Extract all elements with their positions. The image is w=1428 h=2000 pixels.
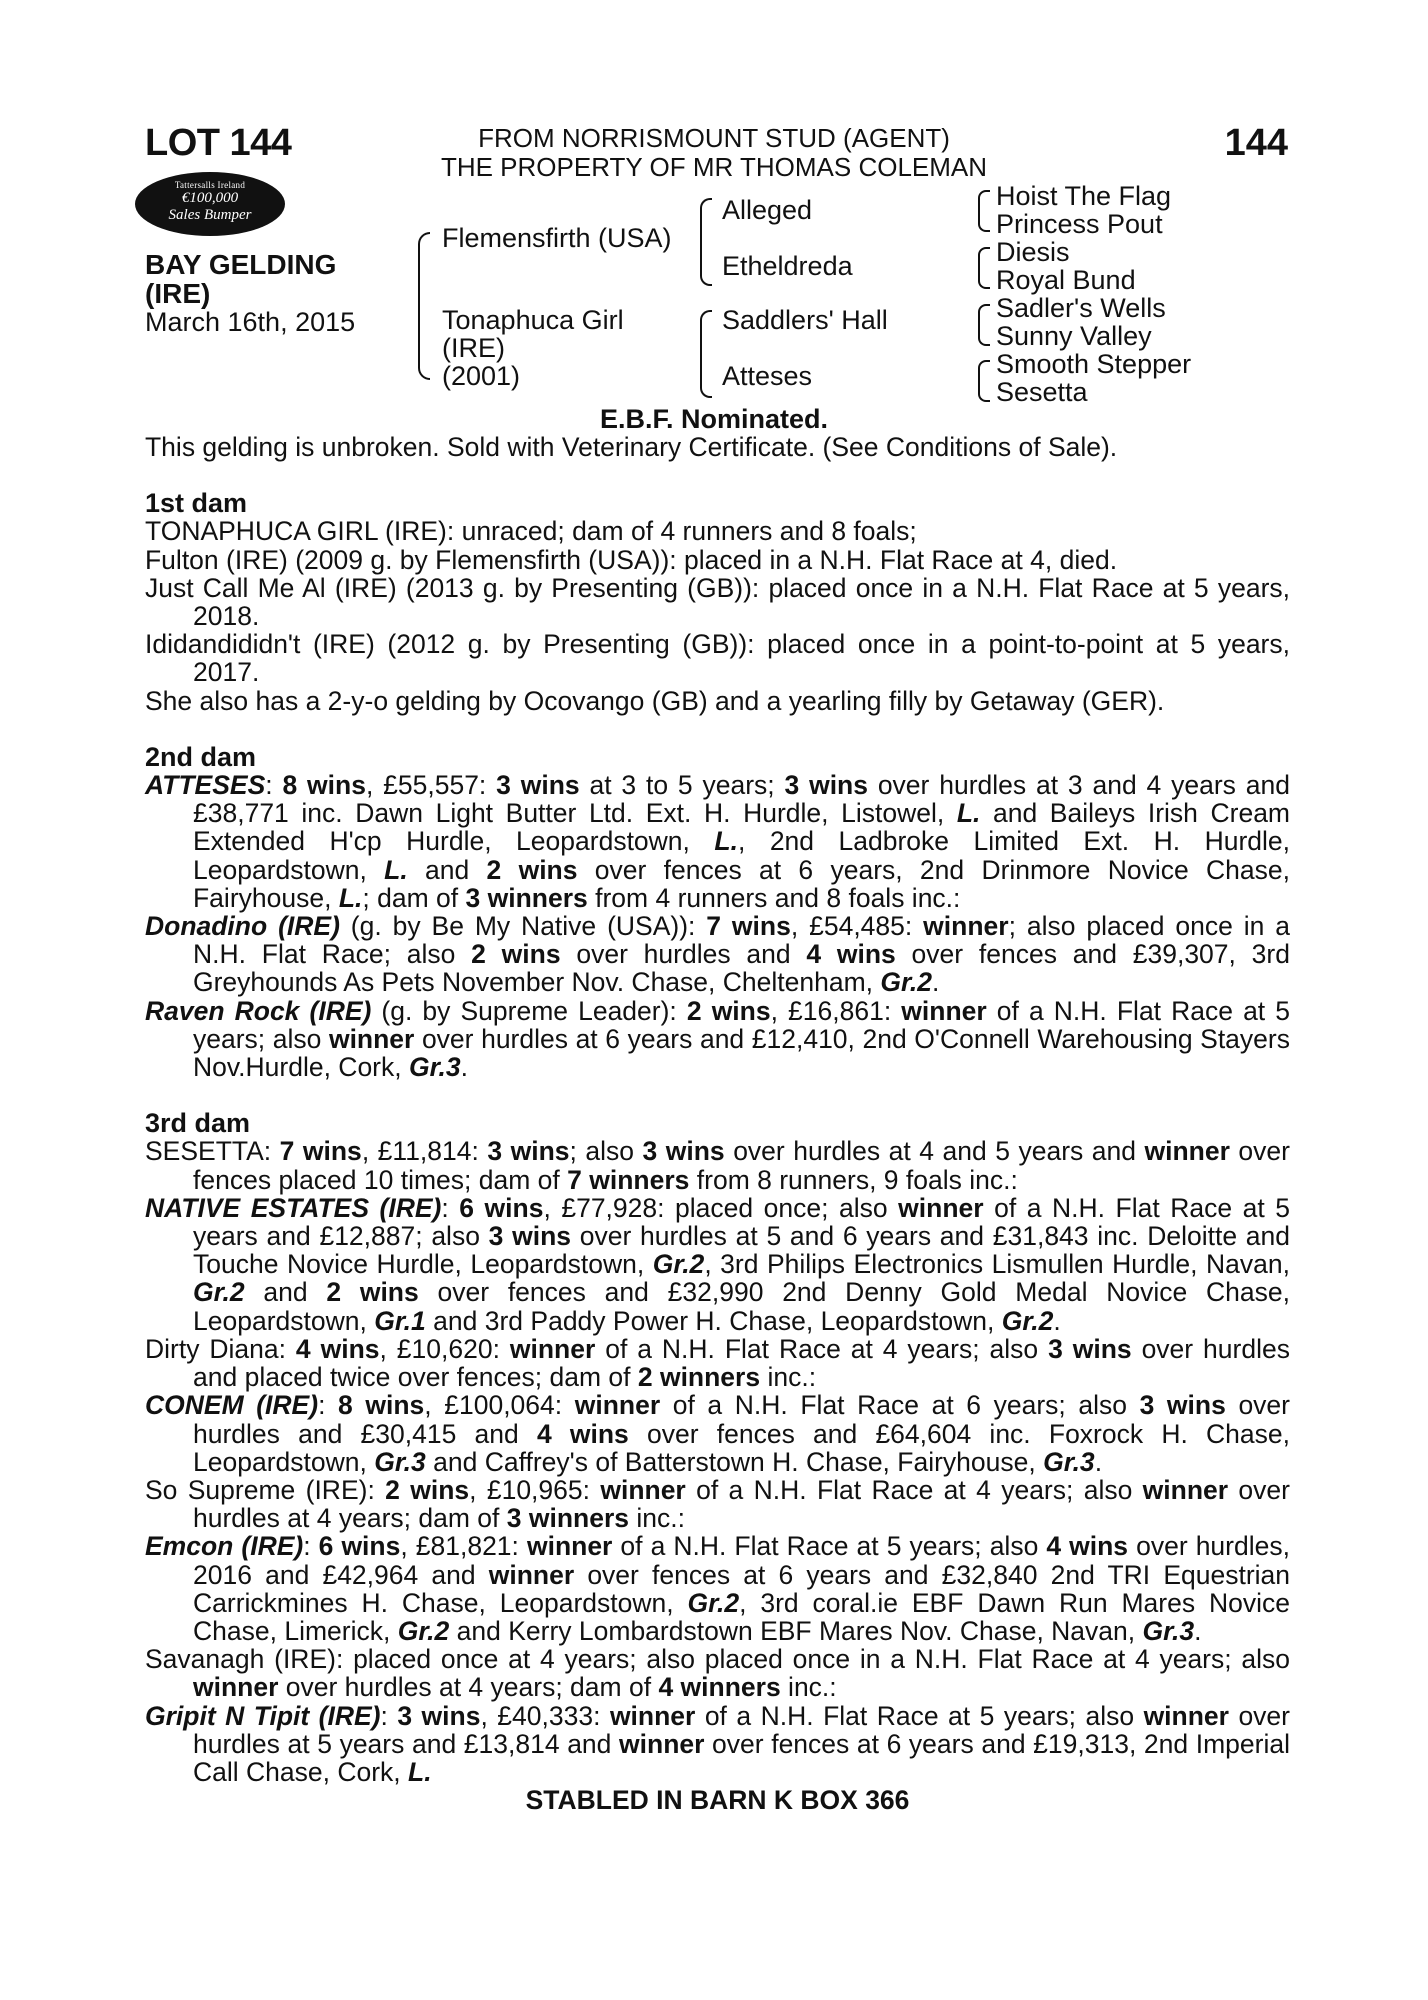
sire: Flemensfirth (USA) bbox=[442, 223, 672, 253]
gg-3: Diesis bbox=[996, 237, 1070, 267]
produce-entry: Emcon (IRE): 6 wins, £81,821: winner of a N.H. Flat Race at 5 years; also 4 wins over hurdles, 2016 and £42,964 and winner over fences at 6 years and £32,840 2nd TRI Equestrian Carrickmines H. Chase, Leopardstown, Gr.2, 3rd coral.ie EBF Dawn Run Mares Novice Chase, Limerick, Gr.2 and Kerry Lombardstown EBF Mares Nov. Chase, Navan, Gr.3. bbox=[145, 1531, 1291, 1646]
brace-4d bbox=[978, 360, 990, 402]
brace-main bbox=[418, 232, 430, 380]
produce-entry: Just Call Me Al (IRE) (2013 g. by Presenting (GB)): placed once in a N.H. Flat Race at 5 years, 2018. bbox=[145, 572, 1290, 632]
property-of: THE PROPERTY OF MR THOMAS COLEMAN bbox=[440, 152, 988, 182]
gg-1: Hoist The Flag bbox=[996, 181, 1172, 211]
produce-entry: Dirty Diana: 4 wins, £10,620: winner of a N.H. Flat Race at 4 years; also 3 wins over hurdles and placed twice over fences; dam of 2 winners inc.: bbox=[145, 1333, 1290, 1393]
second-dam-heading: 2nd dam bbox=[145, 741, 257, 772]
sire-dam: Etheldreda bbox=[722, 251, 853, 281]
produce-entry: CONEM (IRE): 8 wins, £100,064: winner of a N.H. Flat Race at 6 years; also 3 wins over hurdles and £30,415 and 4 wins over fences and £64,604 inc. Foxrock H. Chase, Leopardstown, Gr.3 and Caffrey's of Batterstown H. Chase, Fairyhouse, Gr.3. bbox=[145, 1390, 1290, 1477]
lot-number: 144 bbox=[1224, 122, 1288, 164]
foaling-date: March 16th, 2015 bbox=[145, 307, 356, 337]
badge-amount: €100,000 bbox=[181, 190, 239, 206]
third-dam-entry: SESETTA: 7 wins, £11,814: 3 wins; also 3 wins over hurdles at 4 and 5 years and winner over fences placed 10 times; dam of 7 winners from 8 runners, 9 foals inc.: bbox=[145, 1136, 1290, 1195]
brace-4c bbox=[978, 304, 990, 346]
consignor: FROM NORRISMOUNT STUD (AGENT) bbox=[478, 123, 950, 153]
produce-entry: So Supreme (IRE): 2 wins, £10,965: winner of a N.H. Flat Race at 4 years; also winner over hurdles at 4 years; dam of 3 winners inc.: bbox=[145, 1474, 1290, 1534]
produce-entry: NATIVE ESTATES (IRE): 6 wins, £77,928: placed once; also winner of a N.H. Flat Race at 5 years and £12,887; also 3 wins over hurdles at 5 and 6 years and £31,843 inc. Deloitte and Touche Novice Hurdle, Leopardstown, Gr.2, 3rd Philips Electronics Lismullen Hurdle, Navan, Gr.2 and 2 wins over fences and £32,990 2nd Denny Gold Medal Novice Chase, Leopardstown, Gr.1 and 3rd Paddy Power H. Chase, Leopardstown, Gr.2. bbox=[145, 1192, 1290, 1336]
second-dam-entry: ATTESES: 8 wins, £55,557: 3 wins at 3 to 5 years; 3 wins over hurdles at 3 and 4 years and £38,771 inc. Dawn Light Butter Ltd. Ext. H. Hurdle, Listowel, L. and Baileys Irish Cream Extended H'cp Hurdle, Leopardstown, L., 2nd Ladbroke Limited Ext. H. Hurdle, Leopardstown, L. and 2 wins over fences at 6 years, 2nd Drinmore Novice Chase, Fairyhouse, L.; dam of 3 winners from 4 runners and 8 foals inc.: bbox=[145, 770, 1291, 913]
brace-4a bbox=[978, 190, 990, 232]
third-dam-heading: 3rd dam bbox=[145, 1108, 251, 1139]
first-dam-heading: 1st dam bbox=[145, 488, 248, 519]
dam-country: (IRE) bbox=[442, 333, 505, 363]
gg-7: Smooth Stepper bbox=[996, 349, 1192, 379]
horse-description bbox=[145, 250, 355, 337]
sale-note: This gelding is unbroken. Sold with Veterinary Certificate. (See Conditions of Sale). bbox=[145, 432, 1118, 462]
sales-bumper-badge bbox=[135, 172, 285, 236]
sex-colour: BAY GELDING bbox=[145, 249, 337, 280]
country-suffix: (IRE) bbox=[145, 278, 211, 309]
dam-name: Tonaphuca Girl bbox=[442, 305, 624, 335]
catalogue-body bbox=[145, 433, 1290, 1814]
produce-entry: Raven Rock (IRE) (g. by Supreme Leader): 2 wins, £16,861: winner of a N.H. Flat Race at 5 years; also winner over hurdles at 6 years and £12,410, 2nd O'Connell Warehousing Stayers Nov.Hurdle, Cork, Gr.3. bbox=[145, 995, 1290, 1083]
dam-block bbox=[442, 306, 624, 390]
produce-entry: Ididandididn't (IRE) (2012 g. by Presenting (GB)): placed once in a point-to-point at 5 years, 2017. bbox=[145, 629, 1290, 688]
ebf-nominated: E.B.F. Nominated. bbox=[599, 404, 829, 434]
gg-8: Sesetta bbox=[996, 377, 1088, 407]
first-dam-also: She also has a 2-y-o gelding by Ocovango (GB) and a yearling filly by Getaway (GER). bbox=[145, 685, 1165, 716]
badge-name: Sales Bumper bbox=[168, 207, 252, 223]
brace-sire bbox=[700, 198, 712, 286]
dam-sire: Saddlers' Hall bbox=[722, 305, 888, 335]
produce-entry: Gripit N Tipit (IRE): 3 wins, £40,333: winner of a N.H. Flat Race at 5 years; also winner over hurdles at 5 years and £13,814 and winner over fences at 6 years and £19,313, 2nd Imperial Call Chase, Cork, L. bbox=[145, 1700, 1290, 1787]
dam-year: (2001) bbox=[442, 361, 521, 391]
gg-6: Sunny Valley bbox=[996, 321, 1152, 351]
produce-entry: Savanagh (IRE): placed once at 4 years; also placed once in a N.H. Flat Race at 4 years; also winner over hurdles at 4 years; dam of 4 winners inc.: bbox=[145, 1644, 1290, 1703]
dam-dam: Atteses bbox=[722, 361, 813, 391]
produce-entry: Fulton (IRE) (2009 g. by Flemensfirth (USA)): placed in a N.H. Flat Race at 4, died. bbox=[145, 544, 1118, 575]
lot-label: LOT 144 bbox=[145, 122, 292, 164]
sire-sire: Alleged bbox=[722, 195, 813, 225]
gg-5: Sadler's Wells bbox=[996, 293, 1166, 323]
stabling-info: STABLED IN BARN K BOX 366 bbox=[525, 1785, 910, 1816]
gg-2: Princess Pout bbox=[996, 209, 1163, 239]
produce-entry: Donadino (IRE) (g. by Be My Native (USA)): 7 wins, £54,485: winner; also placed once in a N.H. Flat Race; also 2 wins over hurdles and 4 wins over fences and £39,307, 3rd Greyhounds As Pets November Nov. Chase, Cheltenham, Gr.2. bbox=[145, 911, 1290, 998]
badge-brand: Tattersalls Ireland bbox=[174, 180, 246, 190]
gg-4: Royal Bund bbox=[996, 265, 1136, 295]
brace-dam bbox=[700, 310, 712, 398]
brace-4b bbox=[978, 247, 990, 289]
first-dam-intro: TONAPHUCA GIRL (IRE): unraced; dam of 4 runners and 8 foals; bbox=[145, 516, 917, 547]
